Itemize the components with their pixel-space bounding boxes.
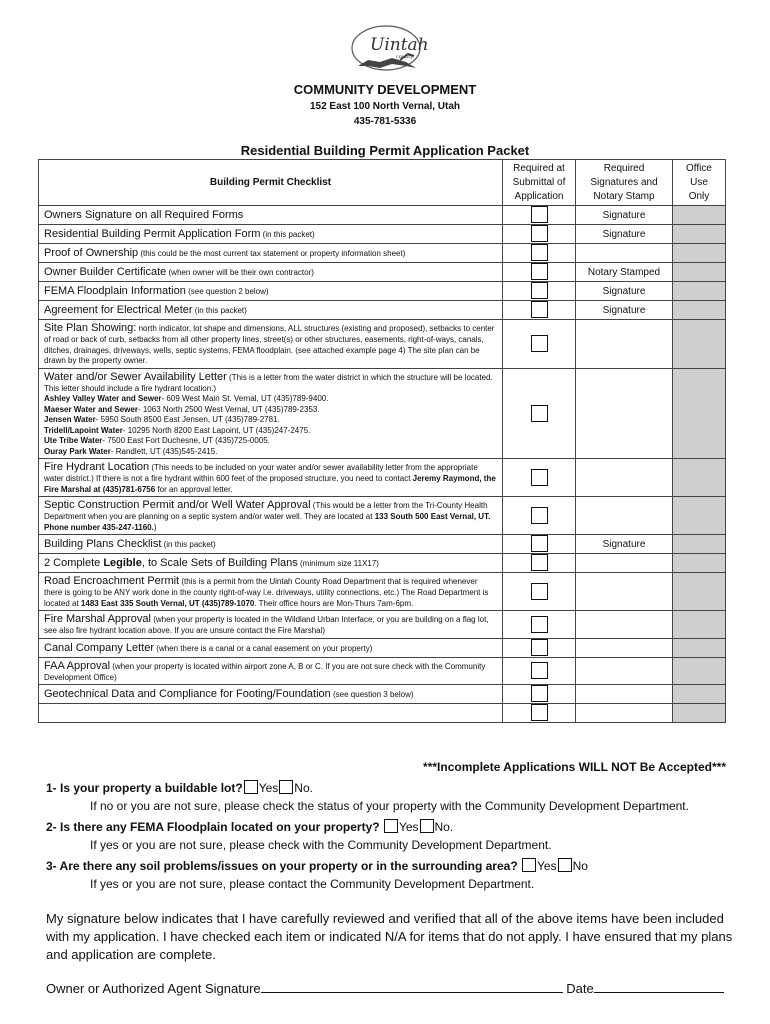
question-3 xyxy=(46,858,588,873)
item-title: Proof of Ownership xyxy=(44,247,139,259)
item-title: Road Encroachment Permit xyxy=(44,575,180,587)
provider-details: - 10295 North 8200 East Lapoint, UT (435)247-2475. xyxy=(122,425,311,435)
office-use-cell xyxy=(673,320,726,369)
yes-checkbox[interactable] xyxy=(384,819,398,833)
item-title: Fire Marshal Approval xyxy=(44,613,151,625)
water-provider xyxy=(44,415,497,426)
item-note: (when owner will be their own contractor) xyxy=(166,268,314,277)
required-checkbox-cell xyxy=(503,459,576,497)
item-note: (minimum size 11X17) xyxy=(297,559,379,568)
provider-name: Maeser Water and Sewer xyxy=(44,404,138,414)
no-label: No. xyxy=(434,820,454,834)
question-text: 3- Are there any soil problems/issues on your property or in the surrounding area? xyxy=(46,859,518,873)
required-checkbox[interactable] xyxy=(531,535,548,552)
required-checkbox[interactable] xyxy=(531,206,548,223)
item-title: FAA Approval xyxy=(44,659,111,672)
signature-requirement xyxy=(576,368,673,459)
office-use-cell xyxy=(673,657,726,685)
checklist-item xyxy=(39,368,503,459)
question-2-info: If yes or you are not sure, please check with the Community Development Department. xyxy=(90,838,552,852)
checklist-item xyxy=(39,704,503,723)
item-title: Owner Builder Certificate xyxy=(44,266,167,278)
office-use-cell xyxy=(673,244,726,263)
checklist-row xyxy=(39,554,726,573)
checklist-row xyxy=(39,657,726,685)
required-checkbox-cell xyxy=(503,282,576,301)
office-use-cell xyxy=(673,638,726,657)
item-title: Owners Signature on all Required Forms xyxy=(44,209,244,221)
provider-name: Jensen Water xyxy=(44,415,96,424)
required-checkbox-cell xyxy=(503,611,576,639)
required-checkbox[interactable] xyxy=(531,225,548,242)
signature-requirement: Notary Stamped xyxy=(576,263,673,282)
uintah-county-logo xyxy=(340,22,432,78)
required-checkbox[interactable] xyxy=(531,704,548,721)
signature-requirement xyxy=(576,554,673,573)
checklist-row xyxy=(39,573,726,611)
required-checkbox[interactable] xyxy=(531,263,548,280)
required-checkbox-cell xyxy=(503,535,576,554)
item-title-rest: , to Scale Sets of Building Plans xyxy=(141,557,298,569)
required-checkbox-cell xyxy=(503,685,576,704)
org-address: 152 East 100 North Vernal, Utah xyxy=(309,101,461,112)
signature-requirement: Signature xyxy=(576,535,673,554)
required-checkbox[interactable] xyxy=(531,639,548,656)
required-signatures-column-header xyxy=(576,160,673,206)
item-title: Water and/or Sewer Availability Letter xyxy=(44,370,227,383)
office-use-cell xyxy=(673,282,726,301)
date-field[interactable] xyxy=(594,981,724,993)
office-use-cell xyxy=(673,368,726,459)
signature-requirement xyxy=(576,459,673,497)
header-line: Only xyxy=(688,190,710,202)
item-note-bold: Jeremy Raymond, the Fire Marshal at (435)781-6756 xyxy=(44,474,496,494)
signature-requirement xyxy=(576,685,673,704)
checklist-item xyxy=(39,206,503,225)
checklist-item xyxy=(39,554,503,573)
item-title: Septic Construction Permit and/or Well Water Approval xyxy=(44,499,311,511)
office-use-cell xyxy=(673,554,726,573)
required-checkbox-cell xyxy=(503,638,576,657)
org-phone: 435-781-5336 xyxy=(353,116,417,127)
item-note: (when your property is located in the Wildland Urban Interface, or you are building on a flag lot, see also fire hydrant location above. If you are unsure contact the Fire Marshal) xyxy=(44,615,489,635)
office-use-cell xyxy=(673,497,726,535)
item-note: (This would be a letter from the Tri-County Health Department when you are planning on a septic system and/or water well. They are located at xyxy=(44,501,488,521)
required-checkbox-cell xyxy=(503,301,576,320)
item-title: Fire Hydrant Location xyxy=(44,461,150,473)
checklist-item xyxy=(39,685,503,704)
checklist-row xyxy=(39,611,726,639)
no-label: No xyxy=(572,859,588,873)
checklist-row xyxy=(39,301,726,320)
required-checkbox-cell xyxy=(503,263,576,282)
declaration-text: My signature below indicates that I have carefully reviewed and verified that all of the above items have been included with my application. I have checked each item or indicated N/A for items that do not apply. I have ensured that my plans and application are complete. xyxy=(46,911,733,962)
checklist-item xyxy=(39,657,503,685)
provider-details: - 609 West Main St. Vernal, UT (435)789-9400. xyxy=(161,394,329,403)
signature-line xyxy=(46,981,724,996)
signature-requirement xyxy=(576,638,673,657)
water-provider xyxy=(44,394,497,405)
checklist-item xyxy=(39,573,503,611)
office-use-cell xyxy=(673,206,726,225)
item-title: Residential Building Permit Application Form xyxy=(44,228,261,240)
required-checkbox[interactable] xyxy=(531,662,548,679)
signature-requirement: Signature xyxy=(576,206,673,225)
required-checkbox-cell xyxy=(503,554,576,573)
signature-requirement xyxy=(576,657,673,685)
item-note-bold: 133 South 500 East Vernal, UT. Phone number 435-247-1160. xyxy=(44,512,491,532)
water-provider xyxy=(44,426,497,437)
office-use-cell xyxy=(673,685,726,704)
office-use-cell xyxy=(673,573,726,611)
provider-details: - Randlett, UT (435)545-2415. xyxy=(110,446,218,456)
required-checkbox-cell xyxy=(503,320,576,369)
required-checkbox[interactable] xyxy=(531,507,548,524)
provider-details: - 5950 South 8500 East Jensen, UT (435)789-2781. xyxy=(95,415,280,424)
required-checkbox-cell xyxy=(503,225,576,244)
item-note: (when your property is located within airport zone A, B or C. If you are not sure check with the Community Development Office) xyxy=(44,661,486,682)
question-text: 1- Is your property a buildable lot? xyxy=(46,781,243,795)
checklist-item xyxy=(39,459,503,497)
header-line: Application xyxy=(514,190,564,202)
provider-details: - 7500 East Fort Duchesne, UT (435)725-0005. xyxy=(102,436,270,445)
header-line: Required at xyxy=(513,162,565,174)
signature-requirement: Signature xyxy=(576,225,673,244)
signature-field[interactable] xyxy=(261,981,563,993)
required-checkbox-cell xyxy=(503,244,576,263)
org-name: COMMUNITY DEVELOPMENT xyxy=(293,82,477,97)
signature-requirement xyxy=(576,320,673,369)
incomplete-warning: ***Incomplete Applications WILL NOT Be Accepted*** xyxy=(423,760,726,774)
item-title: FEMA Floodplain Information xyxy=(44,285,186,297)
checklist-row xyxy=(39,263,726,282)
signature-requirement: Signature xyxy=(576,282,673,301)
office-use-cell xyxy=(673,535,726,554)
required-checkbox[interactable] xyxy=(531,554,548,571)
checklist-row xyxy=(39,368,726,459)
header-line: Use xyxy=(690,176,708,188)
office-use-cell xyxy=(673,611,726,639)
item-note: (in this packet) xyxy=(192,306,247,315)
required-checkbox[interactable] xyxy=(531,583,548,600)
checklist-row xyxy=(39,282,726,301)
header-line: Notary Stamp xyxy=(593,190,655,202)
checklist-item xyxy=(39,301,503,320)
header-line: Signatures and xyxy=(590,176,658,188)
permit-checklist-table xyxy=(38,159,726,723)
checklist-item xyxy=(39,263,503,282)
office-use-cell xyxy=(673,301,726,320)
signature-label: Owner or Authorized Agent Signature xyxy=(46,981,261,996)
checklist-item xyxy=(39,535,503,554)
item-note-tail: ) xyxy=(153,522,157,532)
logo-wordmark: Uintah xyxy=(370,35,429,55)
checklist-row xyxy=(39,685,726,704)
office-use-cell xyxy=(673,225,726,244)
no-checkbox[interactable] xyxy=(420,819,434,833)
water-provider xyxy=(44,405,497,416)
office-use-cell xyxy=(673,704,726,723)
signature-requirement xyxy=(576,573,673,611)
provider-details: - 1063 North 2500 West Vernal, UT (435)789-2353. xyxy=(137,404,320,414)
signature-requirement xyxy=(576,244,673,263)
checklist-row xyxy=(39,704,726,723)
item-title: Agreement for Electrical Meter xyxy=(44,304,193,316)
required-checkbox[interactable] xyxy=(531,244,548,261)
required-checkbox[interactable] xyxy=(531,405,548,422)
water-provider xyxy=(44,447,497,458)
header-line: Submittal of xyxy=(512,176,566,188)
item-note-bold: 1483 East 335 South Vernal, UT (435)789-1070 xyxy=(80,598,255,608)
item-note: (This needs to be included on your water and/or sewer availability letter from the appropriate water district.) If there is not a fire hydrant within 600 feet of the proposed structure, you need to contact xyxy=(44,463,478,483)
yes-checkbox[interactable] xyxy=(244,780,258,794)
question-2 xyxy=(46,819,453,834)
item-note: (see question 3 below) xyxy=(330,690,414,699)
item-title: Geotechnical Data and Compliance for Footing/Foundation xyxy=(44,688,331,700)
required-checkbox-cell xyxy=(503,704,576,723)
item-note: (in this packet) xyxy=(260,230,315,239)
item-note-tail: . Their office hours are Mon-Thurs 7am-6pm. xyxy=(254,598,414,608)
signature-requirement xyxy=(576,704,673,723)
checklist-header-row xyxy=(39,160,726,206)
office-use-cell xyxy=(673,263,726,282)
required-checkbox[interactable] xyxy=(531,685,548,702)
question-3-info: If yes or you are not sure, please contact the Community Development Department. xyxy=(90,877,535,891)
required-checkbox-cell xyxy=(503,657,576,685)
checklist-row xyxy=(39,206,726,225)
signature-requirement: Signature xyxy=(576,301,673,320)
provider-name: Ashley Valley Water and Sewer xyxy=(44,394,162,403)
required-checkbox[interactable] xyxy=(531,469,548,486)
no-checkbox[interactable] xyxy=(558,858,572,872)
required-checkbox[interactable] xyxy=(531,301,548,318)
date-label: Date xyxy=(566,981,594,996)
checklist-item xyxy=(39,320,503,369)
required-checkbox-cell xyxy=(503,206,576,225)
checklist-row xyxy=(39,638,726,657)
checklist-item xyxy=(39,497,503,535)
office-use-column-header xyxy=(673,160,726,206)
required-submittal-column-header xyxy=(503,160,576,206)
required-checkbox[interactable] xyxy=(531,335,548,352)
checklist-item xyxy=(39,611,503,639)
item-title: Building Plans Checklist xyxy=(44,538,162,550)
item-note: (this is a permit from the Uintah County Road Department that is required whenever there is going to be ANY work done in the county right-of-way i.e. driveways, utility connections, etc.) The Road Department is located at xyxy=(44,577,489,608)
no-label: No. xyxy=(294,781,313,795)
checklist-column-header: Building Permit Checklist xyxy=(39,160,503,206)
yes-label: Yes xyxy=(537,859,557,873)
question-1 xyxy=(46,780,313,795)
question-text: 2- Is there any FEMA Floodplain located on your property? xyxy=(46,820,380,834)
provider-name: Ouray Park Water xyxy=(44,446,111,456)
checklist-item xyxy=(39,244,503,263)
checklist-row xyxy=(39,535,726,554)
yes-label: Yes xyxy=(398,820,419,834)
checklist-row xyxy=(39,459,726,497)
yes-checkbox[interactable] xyxy=(522,858,536,872)
item-note: north indicator, lot shape and dimensions, ALL structures (existing and proposed), setbacks to center of road or back of curb, setbacks from all other property lines, street(s) or other structures, easements, right-of-ways, canals, ditches, drainages, driveways, wells, septic systems, FEMA floodplain. (see attached example page 4) The site plan can be drawn by the property owner. xyxy=(44,324,495,365)
item-note: (This is a letter from the water district in which the structure will be located. This letter should include a fire hydrant location.) xyxy=(44,372,493,393)
office-use-cell xyxy=(673,459,726,497)
item-title-bold: Legible xyxy=(103,557,142,569)
water-provider xyxy=(44,436,497,447)
no-checkbox[interactable] xyxy=(279,780,293,794)
item-title: 2 Complete xyxy=(44,557,104,569)
checklist-row xyxy=(39,497,726,535)
checklist-row xyxy=(39,244,726,263)
signature-requirement xyxy=(576,611,673,639)
checklist-item xyxy=(39,638,503,657)
item-title: Canal Company Letter xyxy=(44,641,155,654)
required-checkbox-cell xyxy=(503,573,576,611)
required-checkbox[interactable] xyxy=(531,282,548,299)
required-checkbox[interactable] xyxy=(531,616,548,633)
item-note: (see question 2 below) xyxy=(185,287,269,296)
item-note: (when there is a canal or a canal easement on your property) xyxy=(154,643,373,653)
required-checkbox-cell xyxy=(503,368,576,459)
yes-label: Yes xyxy=(258,781,279,795)
form-title: Residential Building Permit Application Packet xyxy=(240,143,530,158)
checklist-row xyxy=(39,225,726,244)
provider-name: Tridell/Lapoint Water xyxy=(44,425,123,435)
checklist-item xyxy=(39,282,503,301)
header-line: Required xyxy=(603,162,645,174)
logo-subtext: county xyxy=(396,54,414,60)
item-note: (in this packet) xyxy=(161,540,216,549)
header-line: Office xyxy=(686,162,712,174)
signature-requirement xyxy=(576,497,673,535)
question-1-info: If no or you are not sure, please check the status of your property with the Community Development Department. xyxy=(90,799,689,813)
item-title: Site Plan Showing: xyxy=(44,322,137,334)
item-note-tail: for an approval letter. xyxy=(155,484,233,494)
required-checkbox-cell xyxy=(503,497,576,535)
provider-name: Ute Tribe Water xyxy=(44,436,103,445)
checklist-item xyxy=(39,225,503,244)
checklist-row xyxy=(39,320,726,369)
item-note: (this could be the most current tax statement or property information sheet) xyxy=(138,249,406,258)
